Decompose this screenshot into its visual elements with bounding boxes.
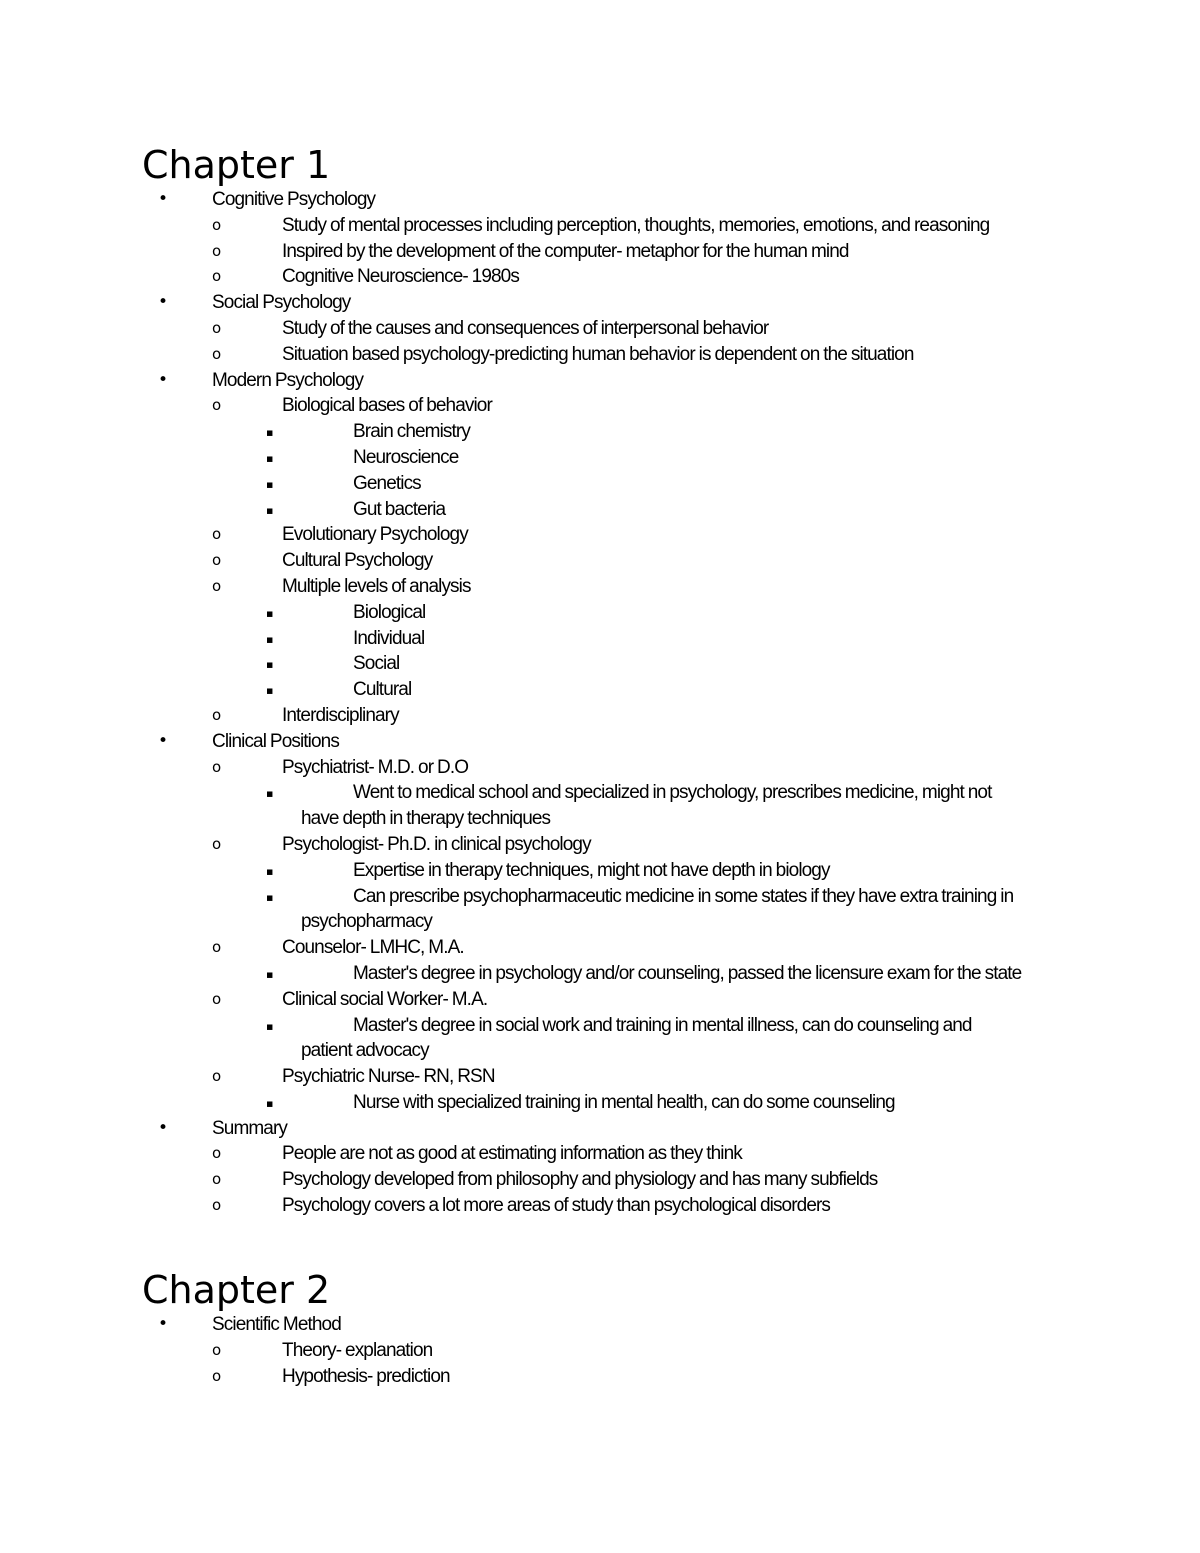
list-item-level-1 (142, 1116, 1142, 1142)
list-item-level-2 (142, 832, 1142, 858)
list-item-level-2 (142, 264, 1142, 290)
list-item-text: Inspired by the development of the computer- metaphor for the human mind (282, 240, 849, 262)
list-item-text: Scientific Method (212, 1314, 341, 1335)
list-item-level-3 (142, 858, 1142, 884)
list-item-level-1 (142, 187, 1142, 213)
list-item-level-2 (142, 239, 1142, 265)
list-item-text: Evolutionary Psychology (282, 524, 468, 546)
list-item-text: Neuroscience (353, 446, 459, 468)
bullet-circle-icon: o (212, 525, 222, 544)
list-item-level-2 (142, 342, 1142, 368)
list-item-text: Psychiatric Nurse- RN, RSN (282, 1066, 495, 1088)
list-item-text: Psychiatrist- M.D. or D.O (282, 756, 469, 778)
list-item-text: Social (353, 653, 400, 675)
list-item-text: People are not as good at estimating information as they think (282, 1143, 742, 1165)
list-item-level-2 (142, 987, 1142, 1013)
bullet-circle-icon: o (212, 1196, 222, 1215)
list-item-text: Individual (353, 627, 425, 649)
outline-list (142, 187, 1142, 1219)
list-item-text: Social Psychology (212, 292, 351, 314)
list-item-level-3 (142, 651, 1142, 677)
bullet-square-icon: ▪ (266, 787, 274, 801)
list-item-level-1 (142, 729, 1142, 755)
chapter-section (142, 143, 1142, 1219)
list-item-level-3 (142, 445, 1142, 471)
list-item-text: Biological (353, 601, 426, 623)
list-item-text: Cognitive Psychology (212, 189, 376, 210)
bullet-square-icon: ▪ (266, 451, 274, 465)
bullet-circle-icon: o (212, 938, 222, 957)
list-item-text: Can prescribe psychopharmaceutic medicine in some states if they have extra training in (353, 885, 1014, 907)
bullet-circle-icon: o (212, 344, 222, 363)
list-item-level-2 (142, 393, 1142, 419)
list-item-text: Clinical social Worker- M.A. (282, 988, 488, 1010)
list-item-level-2 (142, 548, 1142, 574)
list-item-level-3 (142, 419, 1142, 445)
chapter-section (142, 1268, 1142, 1389)
list-item-level-2 (142, 1364, 1142, 1390)
list-item-level-2 (142, 1193, 1142, 1219)
bullet-disc-icon: • (158, 369, 169, 390)
list-item-text: Biological bases of behavior (282, 395, 492, 417)
bullet-square-icon: ▪ (266, 658, 274, 672)
list-item-level-2 (142, 213, 1142, 239)
list-item-level-3 (142, 884, 1073, 936)
list-item-text: Gut bacteria (353, 498, 446, 520)
list-item-text: Situation based psychology-predicting human behavior is dependent on the situation (282, 343, 914, 365)
list-item-text: Master's degree in psychology and/or counseling, passed the licensure exam for the state (353, 962, 1022, 984)
bullet-circle-icon: o (212, 1366, 222, 1385)
list-item-text: Psychology covers a lot more areas of study than psychological disorders (282, 1195, 831, 1217)
list-item-level-3 (142, 1013, 1073, 1065)
bullet-circle-icon: o (212, 989, 222, 1008)
list-item-text: Hypothesis- prediction (282, 1365, 450, 1387)
bullet-disc-icon: • (158, 292, 169, 313)
bullet-circle-icon: o (212, 576, 222, 595)
list-item-text: Study of mental processes including perception, thoughts, memories, emotions, and reasoning (282, 214, 990, 236)
list-item-continuation: patient advocacy (301, 1040, 429, 1062)
list-item-text: Master's degree in social work and training in mental illness, can do counseling and (353, 1014, 972, 1036)
bullet-circle-icon: o (212, 241, 222, 260)
bullet-disc-icon: • (158, 730, 169, 751)
list-item-level-2 (142, 522, 1142, 548)
bullet-circle-icon: o (212, 757, 222, 776)
list-item-level-3 (142, 497, 1142, 523)
list-item-text: Cultural (353, 679, 412, 701)
list-item-level-2 (142, 316, 1142, 342)
bullet-square-icon: ▪ (266, 967, 274, 981)
list-item-text: Went to medical school and specialized in psychology, prescribes medicine, might not (353, 782, 992, 804)
list-item-level-1 (142, 1312, 1142, 1338)
list-item-level-2 (142, 935, 1142, 961)
bullet-circle-icon: o (212, 318, 222, 337)
bullet-circle-icon: o (212, 551, 222, 570)
list-item-level-2 (142, 574, 1142, 600)
bullet-disc-icon: • (158, 1314, 169, 1334)
list-item-level-2 (142, 703, 1142, 729)
list-item-level-3 (142, 1090, 1142, 1116)
list-item-text: Cultural Psychology (282, 550, 433, 572)
bullet-square-icon: ▪ (266, 1019, 274, 1033)
list-item-text: Nurse with specialized training in mental health, can do some counseling (353, 1091, 895, 1113)
chapter-title: Chapter 1 (142, 143, 331, 187)
bullet-square-icon: ▪ (266, 606, 274, 620)
list-item-text: Genetics (353, 472, 421, 494)
bullet-circle-icon: o (212, 1340, 222, 1359)
chapter-title: Chapter 2 (142, 1268, 331, 1312)
bullet-circle-icon: o (212, 705, 222, 724)
list-item-level-3 (142, 600, 1142, 626)
list-item-level-1 (142, 368, 1142, 394)
list-item-level-2 (142, 1064, 1142, 1090)
list-item-text: Clinical Positions (212, 730, 339, 752)
list-item-text: Modern Psychology (212, 369, 364, 391)
bullet-circle-icon: o (212, 1067, 222, 1086)
bullet-square-icon: ▪ (266, 1096, 274, 1110)
bullet-square-icon: ▪ (266, 503, 274, 517)
list-item-text: Cognitive Neuroscience- 1980s (282, 266, 519, 288)
bullet-disc-icon: • (158, 1117, 169, 1138)
bullet-square-icon: ▪ (266, 426, 274, 440)
list-item-text: Psychologist- Ph.D. in clinical psychology (282, 833, 591, 855)
bullet-disc-icon: • (158, 189, 169, 209)
list-item-level-1 (142, 290, 1142, 316)
list-item-text: Psychology developed from philosophy and physiology and has many subfields (282, 1169, 878, 1191)
list-item-text: Interdisciplinary (282, 704, 399, 726)
list-item-text: Brain chemistry (353, 421, 470, 443)
list-item-level-2 (142, 1167, 1142, 1193)
list-item-level-2 (142, 1338, 1142, 1364)
list-item-level-2 (142, 1141, 1142, 1167)
list-item-level-3 (142, 677, 1142, 703)
bullet-square-icon: ▪ (266, 632, 274, 646)
list-item-level-2 (142, 755, 1142, 781)
bullet-circle-icon: o (212, 267, 222, 286)
list-item-text: Theory- explanation (282, 1339, 433, 1361)
list-item-level-3 (142, 626, 1142, 652)
list-item-level-3 (142, 471, 1142, 497)
list-item-text: Multiple levels of analysis (282, 575, 471, 597)
list-item-text: Study of the causes and consequences of interpersonal behavior (282, 317, 769, 339)
list-item-continuation: have depth in therapy techniques (301, 808, 551, 830)
list-item-text: Counselor- LMHC, M.A. (282, 937, 464, 959)
list-item-level-3 (142, 780, 1073, 832)
outline-list (142, 1312, 1142, 1389)
bullet-circle-icon: o (212, 396, 222, 415)
bullet-circle-icon: o (212, 1144, 222, 1163)
list-item-continuation: psychopharmacy (301, 911, 433, 933)
list-item-text: Expertise in therapy techniques, might not have depth in biology (353, 859, 830, 881)
bullet-square-icon: ▪ (266, 890, 274, 904)
bullet-square-icon: ▪ (266, 684, 274, 698)
bullet-circle-icon: o (212, 215, 222, 234)
bullet-circle-icon: o (212, 1170, 222, 1189)
bullet-circle-icon: o (212, 834, 222, 853)
list-item-level-3 (142, 961, 1142, 987)
list-item-text: Summary (212, 1117, 287, 1139)
bullet-square-icon: ▪ (266, 864, 274, 878)
bullet-square-icon: ▪ (266, 477, 274, 491)
